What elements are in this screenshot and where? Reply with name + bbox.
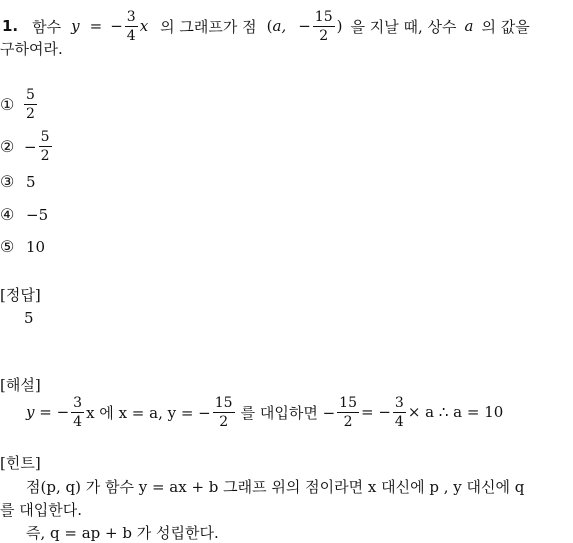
explanation-f2-num: 15 (214, 394, 233, 411)
explanation-f3-den: 2 (343, 413, 353, 430)
explanation-fraction-3 (337, 396, 359, 429)
point-fraction (313, 10, 335, 43)
explanation-f1-den: 4 (73, 413, 83, 430)
hint-line-2: 를 대입한다. (0, 501, 82, 519)
equals-sign: = (89, 17, 103, 35)
choice-3-value: 5 (26, 172, 36, 191)
question-text-mid: 의 그래프가 점 (160, 17, 257, 36)
answer-title: [정답] (0, 286, 41, 304)
choice-2-denominator: 2 (40, 148, 50, 164)
choice-3[interactable] (0, 172, 36, 191)
slope-fraction (125, 10, 138, 43)
explanation-title: [해설] (0, 376, 41, 394)
x-variable: x (139, 17, 149, 35)
explanation-tail: × a ∴ a = 10 (407, 403, 504, 421)
choice-3-mark: ③ (0, 172, 15, 191)
choice-1-fraction (24, 88, 37, 121)
question-number: 1. (2, 17, 19, 35)
explanation-f3-num: 15 (339, 394, 357, 411)
choice-1[interactable] (0, 88, 39, 121)
hint-title: [힌트] (0, 454, 41, 472)
y-variable: y (71, 17, 80, 35)
point-minus: − (298, 17, 311, 35)
explanation-mid-text: 를 대입하면 − (240, 403, 336, 422)
question-line-2: 구하여라. (0, 40, 63, 58)
point-denominator: 2 (319, 27, 329, 44)
choice-4[interactable] (0, 205, 48, 224)
question-line-1 (2, 8, 530, 44)
point-a: a, (272, 17, 287, 35)
slope-numerator: 3 (126, 8, 136, 25)
hint-line-3: 즉, q = ap + b 가 성립한다. (26, 524, 219, 542)
hint-line-1: 점(p, q) 가 함수 y = ax + b 그래프 위의 점이라면 x 대신에 p , y 대신에 q (26, 478, 525, 496)
choice-1-mark: ① (0, 95, 15, 114)
answer-value: 5 (24, 309, 34, 327)
point-numerator: 15 (314, 8, 333, 25)
explanation-f2-den: 2 (219, 413, 229, 430)
explanation-after-f1: x 에 x = a, y = − (86, 403, 211, 422)
explanation-lhs: y = − (26, 403, 70, 421)
choice-4-value: −5 (26, 205, 49, 224)
choice-1-denominator: 2 (26, 106, 35, 122)
explanation-f1-num: 3 (73, 394, 83, 411)
slope-denominator: 4 (126, 27, 136, 44)
point-close-paren: ) (336, 17, 343, 35)
explanation-f4-num: 3 (394, 394, 404, 411)
choice-5[interactable] (0, 237, 45, 256)
explanation-fraction-4 (393, 396, 406, 429)
explanation-line (26, 392, 503, 432)
explanation-fraction-2 (213, 396, 235, 429)
question-text-suffix: 을 지날 때, 상수 (350, 17, 457, 36)
minus-sign: − (110, 17, 123, 35)
question-text-prefix: 함수 (32, 17, 62, 36)
explanation-fraction-1 (71, 396, 84, 429)
choice-4-mark: ④ (0, 205, 15, 224)
choice-5-value: 10 (26, 237, 46, 256)
choice-1-numerator: 5 (26, 87, 35, 103)
choice-2-numerator: 5 (40, 129, 50, 145)
constant-a: a (464, 17, 474, 35)
choice-5-mark: ⑤ (0, 237, 15, 256)
choice-2-mark: ② (0, 137, 15, 156)
point-open-paren: ( (266, 17, 273, 35)
choice-2-sign: − (24, 137, 37, 156)
explanation-eq: = − (360, 403, 391, 421)
choice-2[interactable] (0, 130, 54, 163)
explanation-f4-den: 4 (394, 413, 404, 430)
choice-2-fraction (39, 130, 52, 163)
question-text-end: 의 값을 (481, 17, 530, 36)
